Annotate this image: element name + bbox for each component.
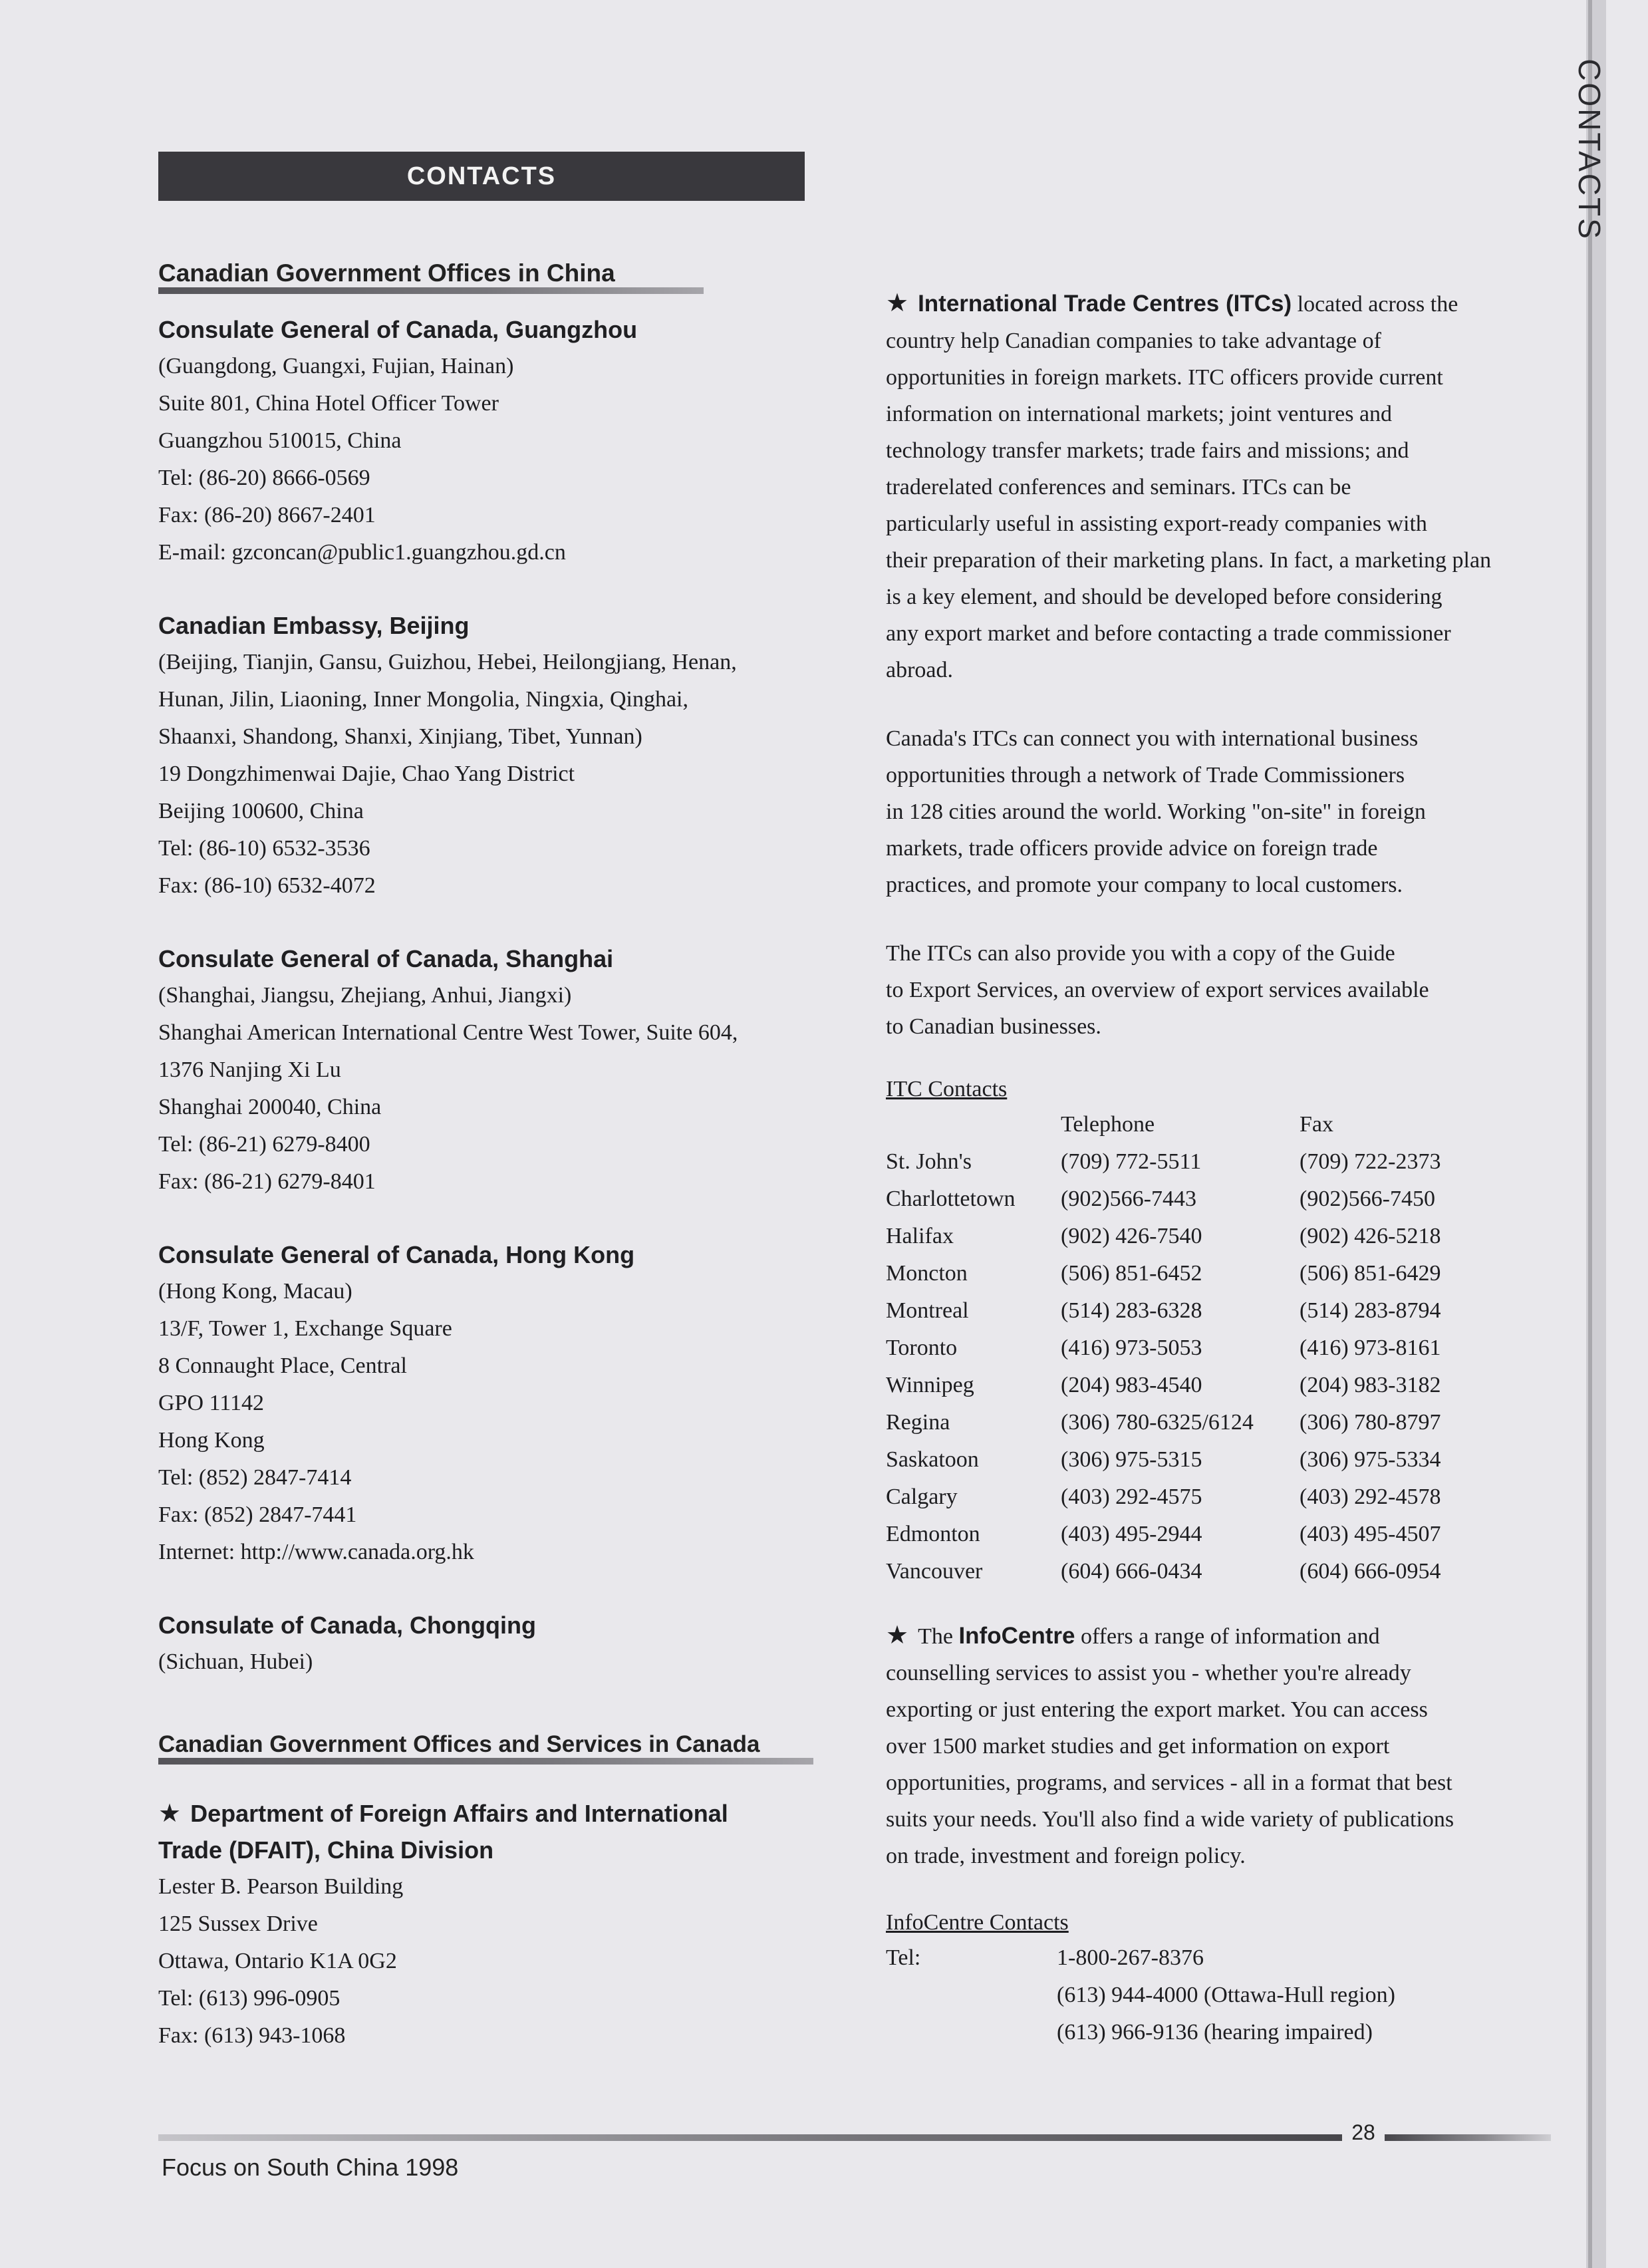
dfait-line: 125 Sussex Drive (158, 1912, 318, 1936)
table-cell: (403) 495-4507 (1300, 1522, 1441, 1546)
table-cell: (902)566-7443 (1061, 1187, 1196, 1211)
table-cell: (709) 722-2373 (1300, 1149, 1441, 1174)
table-row (886, 1330, 1519, 1367)
table-cell: (403) 292-4575 (1061, 1485, 1202, 1509)
itc-contacts-table (886, 1106, 1519, 1590)
table-cell: (416) 973-8161 (1300, 1336, 1441, 1360)
office-line: Suite 801, China Hotel Officer Tower (158, 391, 499, 416)
body-line: their preparation of their marketing plans. In fact, a marketing plan (886, 548, 1492, 573)
tel-label: Tel: (886, 1945, 921, 1970)
right-column (886, 285, 1551, 2051)
body-line: opportunities, programs, and services - all in a format that best (886, 1771, 1452, 1795)
office-line: Beijing 100600, China (158, 799, 364, 823)
office-shanghai (158, 940, 817, 1201)
itc-intro (886, 285, 1551, 688)
table-cell: Toronto (886, 1336, 958, 1360)
table-cell: Saskatoon (886, 1447, 979, 1472)
dfait-name-line1: Department of Foreign Affairs and International (190, 1800, 728, 1827)
table-row (886, 1143, 1519, 1181)
body-line: to Export Services, an overview of export services available (886, 978, 1429, 1002)
page-number: 28 (1351, 2120, 1375, 2144)
office-line: Tel: (852) 2847-7414 (158, 1465, 352, 1490)
table-cell: Halifax (886, 1224, 954, 1248)
table-cell: (204) 983-3182 (1300, 1373, 1441, 1397)
table-cell: Edmonton (886, 1522, 980, 1546)
body-line: in 128 cities around the world. Working "on-site" in foreign (886, 799, 1426, 824)
body-line: country help Canadian companies to take advantage of (886, 329, 1381, 353)
table-row (886, 1255, 1519, 1292)
table-cell: (306) 975-5315 (1061, 1447, 1202, 1472)
office-email: E-mail: gzconcan@public1.guangzhou.gd.cn (158, 540, 566, 565)
infocentre-first-rest: offers a range of information and (1075, 1624, 1380, 1649)
body-line: any export market and before contacting a trade commissioner (886, 621, 1451, 646)
table-header: Fax (1300, 1112, 1333, 1137)
office-line: 1376 Nanjing Xi Lu (158, 1058, 341, 1082)
star-icon: ★ (886, 1620, 909, 1649)
office-line: Fax: (86-21) 6279-8401 (158, 1169, 376, 1194)
table-cell: (902) 426-7540 (1061, 1224, 1202, 1248)
infocentre-first-line (886, 1617, 1551, 1655)
table-cell: (403) 495-2944 (1061, 1522, 1202, 1546)
office-beijing (158, 607, 817, 905)
office-line: (Shanghai, Jiangsu, Zhejiang, Anhui, Jiangxi) (158, 983, 572, 1008)
table-cell: (514) 283-8794 (1300, 1298, 1441, 1323)
table-row (886, 1218, 1519, 1255)
section-heading-canada (158, 1731, 817, 1765)
table-row (886, 1404, 1519, 1441)
office-line: Shanghai 200040, China (158, 1095, 382, 1119)
office-line: Shanghai American International Centre West Tower, Suite 604, (158, 1020, 738, 1045)
itc-guide-paragraph (886, 935, 1551, 1045)
office-name: Consulate General of Canada, Hong Kong (158, 1241, 635, 1268)
table-cell: (204) 983-4540 (1061, 1373, 1202, 1397)
phone-number: (613) 966-9136 (hearing impaired) (1057, 2020, 1373, 2045)
table-cell: (506) 851-6429 (1300, 1261, 1441, 1286)
table-cell: (514) 283-6328 (1061, 1298, 1202, 1323)
office-line: Fax: (86-20) 8667-2401 (158, 503, 376, 527)
table-row (886, 1441, 1519, 1479)
office-line: Guangzhou 510015, China (158, 428, 402, 453)
infocentre-contacts-table (886, 1939, 1522, 2051)
office-line: 19 Dongzhimenwai Dajie, Chao Yang District (158, 762, 575, 786)
office-line: Hong Kong (158, 1428, 265, 1453)
itc-network-paragraph (886, 720, 1551, 903)
footer-publication-title: Focus on South China 1998 (162, 2154, 459, 2181)
side-tab (1550, 0, 1629, 372)
dfait-block (158, 1795, 817, 2055)
office-name: Consulate General of Canada, Shanghai (158, 945, 614, 972)
table-cell: Moncton (886, 1261, 968, 1286)
infocentre-contacts (886, 1906, 1551, 2051)
table-header (886, 1106, 1061, 1143)
infocentre-bold: InfoCentre (958, 1623, 1075, 1649)
body-line: opportunities through a network of Trade Commissioners (886, 763, 1405, 787)
office-line: (Sichuan, Hubei) (158, 1649, 313, 1674)
office-line: Fax: (86-10) 6532-4072 (158, 873, 376, 898)
body-line: counselling services to assist you - whether you're already (886, 1661, 1411, 1685)
left-column (158, 259, 817, 2055)
body-line: to Canadian businesses. (886, 1014, 1101, 1039)
office-line: 8 Connaught Place, Central (158, 1353, 407, 1378)
side-tab-label: CONTACTS (1572, 59, 1607, 241)
section-heading-china-text: Canadian Government Offices in China (158, 259, 615, 287)
infocentre-contacts-title: InfoCentre Contacts (886, 1910, 1069, 1935)
office-chongqing (158, 1607, 817, 1681)
itc-intro-first-rest: located across the (1292, 292, 1458, 317)
office-website-link[interactable]: Internet: http://www.canada.org.hk (158, 1540, 474, 1564)
table-row (886, 1516, 1519, 1553)
star-icon: ★ (158, 1798, 182, 1828)
body-line: traderelated conferences and seminars. ITCs can be (886, 475, 1351, 499)
table-row (886, 1479, 1519, 1516)
body-line: suits your needs. You'll also find a wide variety of publications (886, 1807, 1454, 1832)
table-cell: (604) 666-0954 (1300, 1559, 1441, 1584)
body-line: exporting or just entering the export market. You can access (886, 1697, 1428, 1722)
heading-underline (158, 1758, 813, 1765)
table-row (886, 1181, 1519, 1218)
table-cell: Calgary (886, 1485, 958, 1509)
section-heading-china (158, 259, 817, 294)
table-cell: (709) 772-5511 (1061, 1149, 1202, 1174)
body-line: technology transfer markets; trade fairs and missions; and (886, 438, 1409, 463)
table-cell: St. John's (886, 1149, 972, 1174)
table-cell: (416) 973-5053 (1061, 1336, 1202, 1360)
dfait-line: Tel: (613) 996-0905 (158, 1986, 341, 2011)
table-cell: Regina (886, 1410, 950, 1435)
itc-intro-first-line (886, 285, 1551, 323)
office-line: Tel: (86-20) 8666-0569 (158, 466, 370, 490)
body-line: over 1500 market studies and get information on export (886, 1734, 1390, 1759)
infocentre-paragraph (886, 1617, 1551, 1874)
table-cell: (306) 780-8797 (1300, 1410, 1441, 1435)
table-cell (886, 1977, 1057, 2014)
office-hong-kong (158, 1236, 817, 1571)
phone-number: (613) 944-4000 (Ottawa-Hull region) (1057, 1983, 1395, 2007)
office-line: Fax: (852) 2847-7441 (158, 1502, 357, 1527)
body-line: particularly useful in assisting export-ready companies with (886, 511, 1427, 536)
table-cell: (403) 292-4578 (1300, 1485, 1441, 1509)
office-name: Consulate General of Canada, Guangzhou (158, 316, 638, 343)
body-line: practices, and promote your company to local customers. (886, 873, 1403, 897)
body-line: on trade, investment and foreign policy. (886, 1844, 1246, 1868)
table-cell: (306) 975-5334 (1300, 1447, 1441, 1472)
table-cell: (902)566-7450 (1300, 1187, 1435, 1211)
office-line: (Hong Kong, Macau) (158, 1279, 352, 1304)
table-cell: Montreal (886, 1298, 969, 1323)
office-guangzhou (158, 311, 817, 571)
phone-number: 1-800-267-8376 (1057, 1945, 1204, 1970)
table-cell: Winnipeg (886, 1373, 974, 1397)
table-cell (886, 2014, 1057, 2051)
dfait-line: Fax: (613) 943-1068 (158, 2023, 346, 2048)
office-line: Tel: (86-21) 6279-8400 (158, 1132, 370, 1157)
table-cell: Charlottetown (886, 1187, 1016, 1211)
table-cell: Vancouver (886, 1559, 983, 1584)
table-header: Telephone (1061, 1112, 1155, 1137)
table-cell: (902) 426-5218 (1300, 1224, 1441, 1248)
office-line: GPO 11142 (158, 1391, 264, 1415)
table-header-row (886, 1106, 1519, 1143)
table-row (886, 1292, 1519, 1330)
office-line: Tel: (86-10) 6532-3536 (158, 836, 370, 861)
body-line: markets, trade officers provide advice on foreign trade (886, 836, 1378, 861)
table-cell: (604) 666-0434 (1061, 1559, 1202, 1584)
office-line: 13/F, Tower 1, Exchange Square (158, 1316, 452, 1341)
office-line: Shaanxi, Shandong, Shanxi, Xinjiang, Tibet, Yunnan) (158, 724, 642, 749)
itc-contacts (886, 1073, 1551, 1590)
office-line: (Guangdong, Guangxi, Fujian, Hainan) (158, 354, 514, 378)
body-line: information on international markets; joint ventures and (886, 402, 1393, 426)
table-row (886, 1553, 1519, 1590)
star-icon: ★ (886, 288, 909, 317)
contacts-banner: CONTACTS (158, 152, 805, 201)
body-line: is a key element, and should be developed before considering (886, 585, 1442, 609)
table-cell: (306) 780-6325/6124 (1061, 1410, 1254, 1435)
dfait-name (158, 1795, 817, 1832)
table-row (886, 1939, 1522, 1977)
itc-contacts-title: ITC Contacts (886, 1077, 1008, 1101)
section-heading-canada-text: Canadian Government Offices and Services in Canada (158, 1731, 760, 1757)
body-line: opportunities in foreign markets. ITC officers provide current (886, 365, 1443, 390)
footer-rule-right (1385, 2134, 1551, 2141)
dfait-name-line2: Trade (DFAIT), China Division (158, 1836, 494, 1864)
dfait-line: Lester B. Pearson Building (158, 1874, 404, 1899)
table-row (886, 1367, 1519, 1404)
office-line: (Beijing, Tianjin, Gansu, Guizhou, Hebei, Heilongjiang, Henan, (158, 650, 737, 674)
body-line: Canada's ITCs can connect you with international business (886, 726, 1419, 751)
heading-underline (158, 287, 704, 294)
table-row (886, 1977, 1522, 2014)
table-row (886, 2014, 1522, 2051)
office-line: Hunan, Jilin, Liaoning, Inner Mongolia, Ningxia, Qinghai, (158, 687, 688, 712)
body-line: The ITCs can also provide you with a copy of the Guide (886, 941, 1395, 966)
body-line: abroad. (886, 658, 954, 682)
dfait-line: Ottawa, Ontario K1A 0G2 (158, 1949, 397, 1973)
office-name: Canadian Embassy, Beijing (158, 612, 470, 639)
table-cell: (506) 851-6452 (1061, 1261, 1202, 1286)
itc-intro-bold: International Trade Centres (ITCs) (918, 291, 1292, 317)
footer-rule (158, 2134, 1342, 2141)
office-name: Consulate of Canada, Chongqing (158, 1612, 536, 1639)
infocentre-pre: The (918, 1624, 959, 1649)
